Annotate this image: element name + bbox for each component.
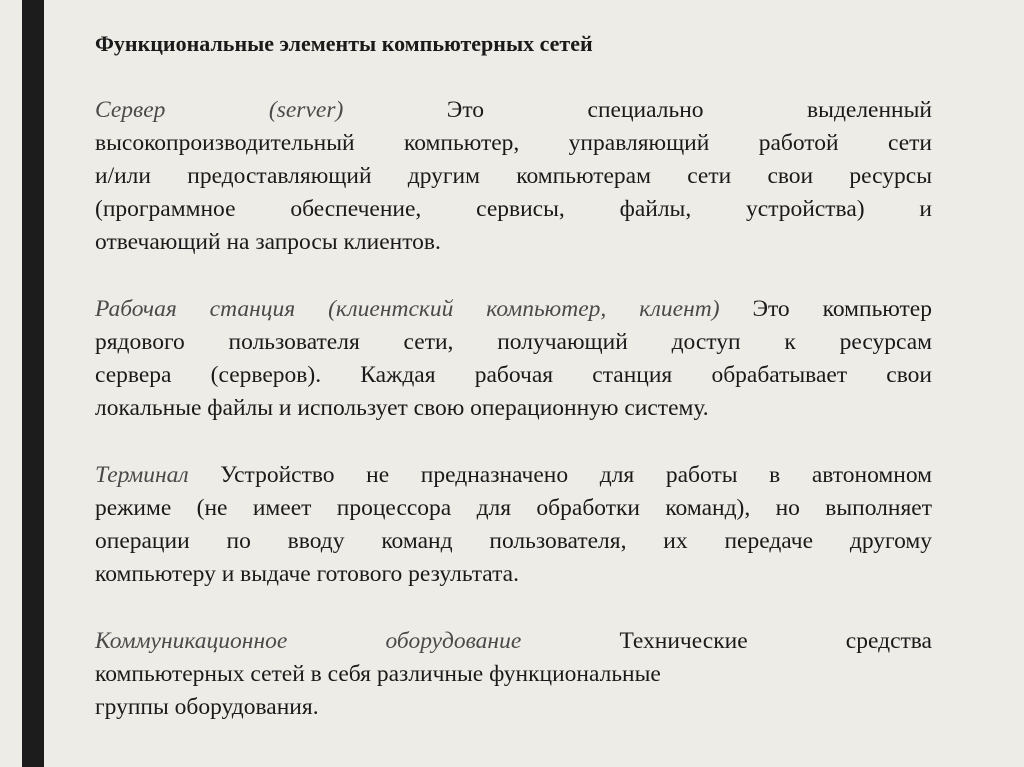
paragraph-line: и/или предоставляющий другим компьютерам сети свои ресурсы (95, 163, 932, 189)
paragraph-line: (программное обеспечение, сервисы, файлы, устройства) и (95, 196, 932, 222)
paragraph-line: сервера (серверов). Каждая рабочая станция обрабатывает свои (95, 362, 932, 388)
term-workstation: Рабочая станция (клиентский компьютер, клиент) (95, 296, 720, 322)
paragraph-line: локальные файлы и использует свою операционную систему. (95, 395, 709, 421)
paragraph-server (95, 94, 932, 259)
definition-text: Технические средства (521, 628, 932, 654)
paragraph-terminal (95, 459, 932, 591)
paragraph-line: группы оборудования. (95, 694, 319, 720)
term-server: Сервер (server) (95, 97, 344, 123)
slide-content (95, 28, 932, 758)
paragraph-line (95, 625, 932, 658)
term-terminal: Терминал (95, 462, 189, 488)
paragraph-line: высокопроизводительный компьютер, управляющий работой сети (95, 130, 932, 156)
definition-text: Это компьютер (719, 296, 932, 322)
paragraph-line (95, 94, 932, 127)
slide-title: Функциональные элементы компьютерных сетей (95, 31, 593, 56)
paragraph-workstation (95, 293, 932, 425)
term-communication-equipment: Коммуникационное оборудование (95, 628, 522, 654)
paragraph-line: отвечающий на запросы клиентов. (95, 229, 441, 255)
definition-text: Устройство не предназначено для работы в автономном (188, 462, 932, 488)
paragraph-line: рядового пользователя сети, получающий доступ к ресурсам (95, 329, 932, 355)
paragraph-line (95, 459, 932, 492)
paragraph-line: компьютерных сетей в себя различные функциональные (95, 661, 661, 687)
paragraph-line: режиме (не имеет процессора для обработки команд), но выполняет (95, 495, 932, 521)
paragraph-line: операции по вводу команд пользователя, их передаче другому (95, 528, 932, 554)
paragraph-line (95, 293, 932, 326)
paragraph-line: компьютеру и выдаче готового результата. (95, 561, 519, 587)
definition-text: Это специально выделенный (343, 97, 932, 123)
paragraph-communication-equipment (95, 625, 932, 724)
decorative-side-bar (22, 0, 44, 767)
